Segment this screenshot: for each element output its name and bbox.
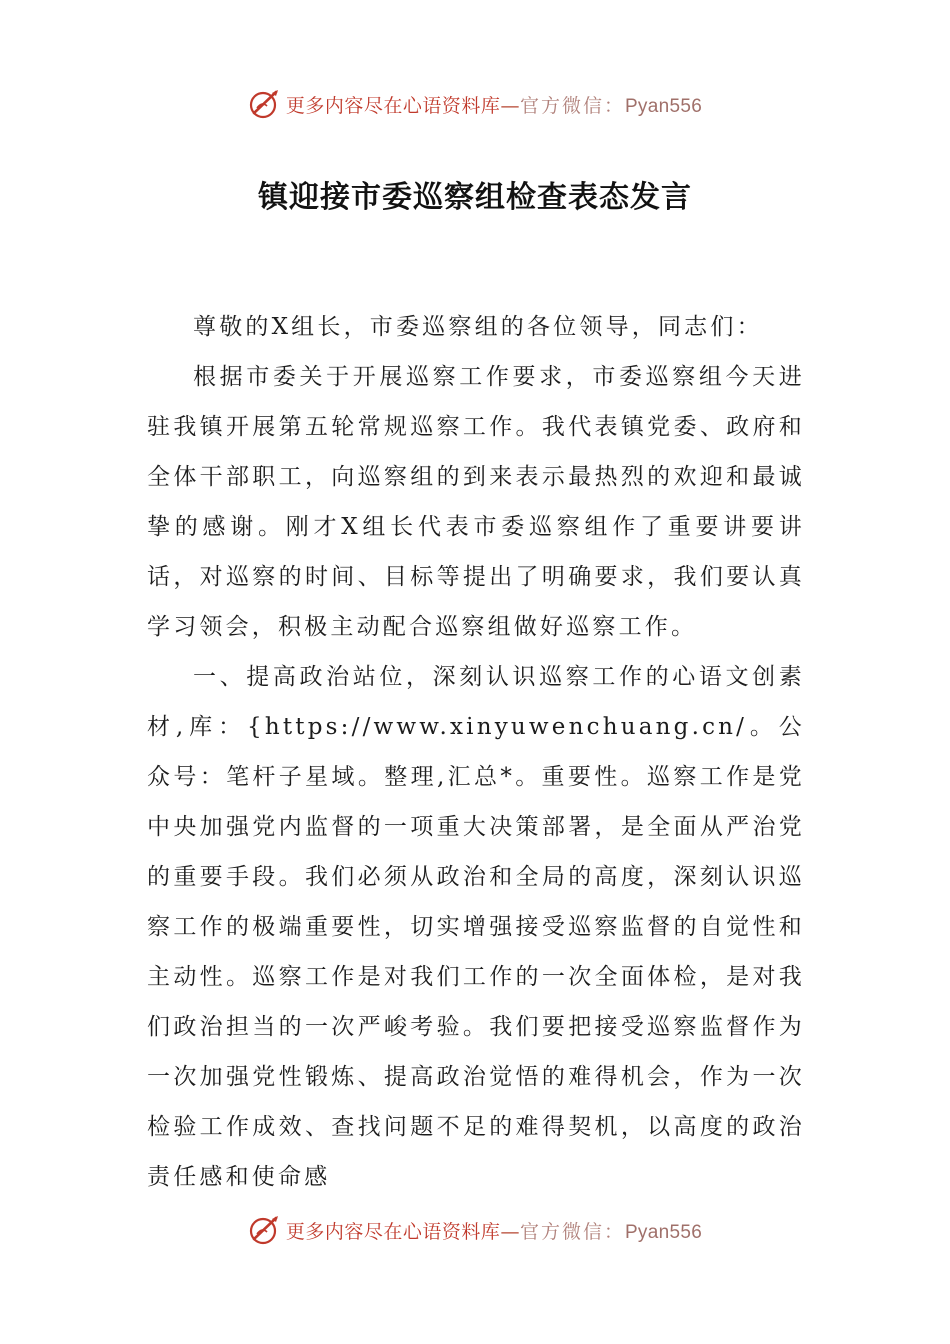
section-one-paragraph: 一、提高政治站位，深刻认识巡察工作的心语文创素材,库：{https://www.xinyuwenchuang.cn/。公众号：笔杆子星域。整理,汇总*。重要性。巡察工作是党中央加强党内监督的一项重大决策部署，是全面从严治党的重要手段。我们必须从政治和全局的高度，深刻认识巡察工作的极端重要性，切实增强接受巡察监督的自觉性和主动性。巡察工作是对我们工作的一次全面体检，是对我们政治担当的一次严峻考验。我们要把接受巡察监督作为一次加强党性锻炼、提高政治觉悟的难得机会，作为一次检验工作成效、查找问题不足的难得契机，以高度的政治责任感和使命感 bbox=[147, 664, 805, 1190]
document-body bbox=[147, 302, 805, 1202]
pen-logo-icon bbox=[248, 87, 282, 121]
banner-main-text: 更多内容尽在心语资料库 bbox=[285, 94, 501, 117]
banner-wechat-label: 官方微信： bbox=[519, 94, 625, 117]
footer-watermark-banner bbox=[0, 1210, 950, 1250]
intro-paragraph: 根据市委关于开展巡察工作要求，市委巡察组今天进驻我镇开展第五轮常规巡察工作。我代表镇党委、政府和全体干部职工，向巡察组的到来表示最热烈的欢迎和最诚挚的感谢。刚才X组长代表市委巡察组作了重要讲要讲话，对巡察的时间、目标等提出了明确要求，我们要认真学习领会，积极主动配合巡察组做好巡察工作。 bbox=[147, 364, 805, 640]
header-watermark-banner bbox=[0, 84, 950, 124]
banner-text bbox=[286, 1217, 702, 1244]
banner-wechat-id: Pyan556 bbox=[624, 1221, 703, 1243]
banner-wechat-label: 官方微信： bbox=[519, 1220, 625, 1243]
banner-dash: — bbox=[500, 94, 520, 117]
banner-wechat-id: Pyan556 bbox=[624, 95, 703, 117]
banner-dash: — bbox=[500, 1220, 520, 1243]
document-title: 镇迎接市委巡察组检查表态发言 bbox=[258, 180, 692, 215]
banner-text bbox=[286, 91, 702, 118]
pen-logo-icon bbox=[248, 1213, 282, 1247]
salutation-paragraph: 尊敬的X组长，市委巡察组的各位领导，同志们： bbox=[193, 314, 763, 340]
banner-main-text: 更多内容尽在心语资料库 bbox=[285, 1220, 501, 1243]
